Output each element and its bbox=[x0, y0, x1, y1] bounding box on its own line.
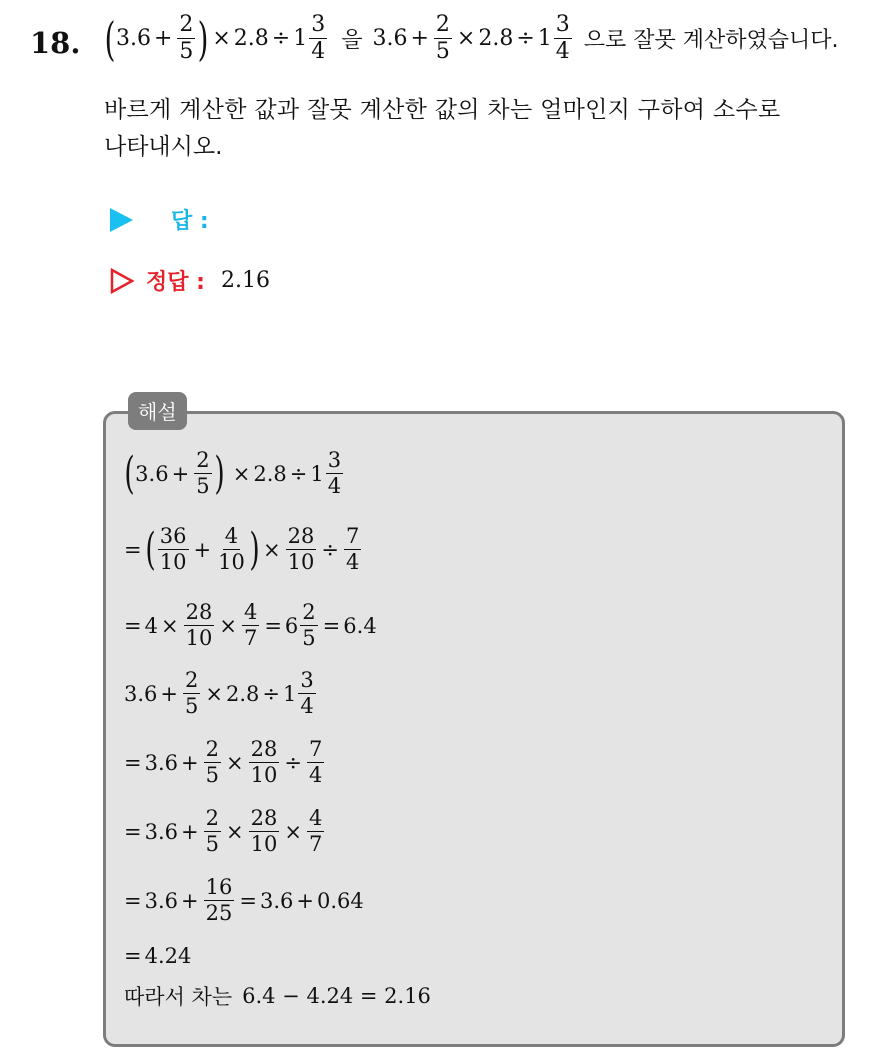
denominator: 5 bbox=[185, 694, 199, 718]
conclusion-expr: 6.4 − 4.24 = 2.16 bbox=[242, 984, 431, 1008]
result: 6.4 bbox=[343, 613, 377, 638]
term-b: 2.8 bbox=[233, 26, 269, 51]
plus-sign: + bbox=[181, 819, 199, 844]
numerator: 28 bbox=[185, 600, 213, 624]
solution-line-8 bbox=[124, 944, 191, 968]
denominator: 4 bbox=[311, 39, 326, 64]
term-a: 3.6 bbox=[144, 750, 179, 775]
plus-sign: + bbox=[153, 26, 173, 51]
fraction bbox=[204, 877, 235, 924]
fraction bbox=[158, 526, 189, 573]
times-sign: × bbox=[226, 750, 244, 775]
fraction bbox=[554, 14, 572, 63]
numerator: 2 bbox=[205, 806, 219, 830]
denominator: 25 bbox=[205, 901, 233, 925]
numerator: 3 bbox=[327, 448, 342, 472]
fraction bbox=[300, 602, 317, 649]
denominator: 7 bbox=[308, 832, 323, 856]
term-c: 0.64 bbox=[316, 888, 364, 913]
denominator: 10 bbox=[250, 832, 278, 856]
mixed-whole: 1 bbox=[283, 681, 297, 706]
numerator: 3 bbox=[311, 12, 326, 37]
times-sign: × bbox=[226, 819, 244, 844]
numerator: 3 bbox=[300, 668, 314, 692]
fraction bbox=[307, 808, 324, 855]
equals-sign: = bbox=[264, 613, 282, 638]
numerator: 3 bbox=[555, 12, 570, 37]
solution-line-4 bbox=[124, 670, 318, 717]
solution-line-1 bbox=[124, 447, 345, 499]
numerator: 2 bbox=[205, 737, 219, 761]
denominator: 5 bbox=[302, 626, 316, 650]
term-b: 2.8 bbox=[478, 26, 514, 51]
equals-sign: = bbox=[124, 750, 142, 775]
right-paren: ) bbox=[197, 11, 209, 66]
divide-sign: ÷ bbox=[271, 26, 291, 51]
times-sign: × bbox=[232, 461, 251, 486]
denominator: 10 bbox=[159, 550, 187, 574]
fraction bbox=[249, 808, 280, 855]
fraction bbox=[286, 526, 317, 573]
times-sign: × bbox=[205, 681, 223, 706]
term-a: 3.6 bbox=[124, 681, 158, 706]
numerator: 2 bbox=[185, 668, 199, 692]
fraction bbox=[216, 526, 247, 573]
mixed-whole: 1 bbox=[537, 26, 552, 51]
denominator: 4 bbox=[345, 550, 360, 574]
plus-sign: + bbox=[296, 888, 314, 913]
solution-tag: 해설 bbox=[128, 392, 187, 430]
correct-answer-value: 2.16 bbox=[220, 268, 270, 293]
fraction bbox=[307, 739, 324, 786]
term-b: 2.8 bbox=[226, 681, 260, 706]
play-triangle-icon bbox=[110, 208, 133, 232]
times-sign: × bbox=[284, 819, 302, 844]
denominator: 4 bbox=[308, 763, 323, 787]
numerator: 4 bbox=[308, 806, 323, 830]
outline-triangle-icon bbox=[110, 268, 134, 294]
fraction bbox=[249, 739, 280, 786]
equals-sign: = bbox=[239, 888, 257, 913]
denominator: 5 bbox=[205, 832, 219, 856]
divide-sign: ÷ bbox=[289, 461, 308, 486]
denominator: 4 bbox=[555, 39, 570, 64]
denominator: 5 bbox=[205, 763, 219, 787]
fraction bbox=[184, 602, 215, 649]
times-sign: × bbox=[160, 613, 179, 638]
equals-sign: = bbox=[124, 613, 142, 638]
solution-line-2 bbox=[124, 523, 363, 575]
conclusion-text: 따라서 차는 bbox=[124, 985, 233, 1009]
fraction bbox=[204, 808, 221, 855]
term-a: 3.6 bbox=[372, 26, 408, 51]
numerator: 7 bbox=[308, 737, 323, 761]
numerator: 4 bbox=[243, 600, 258, 624]
term-b: 3.6 bbox=[259, 888, 294, 913]
term-a: 3.6 bbox=[144, 888, 179, 913]
term-a: 4 bbox=[144, 613, 158, 638]
mixed-whole: 1 bbox=[310, 461, 324, 486]
problem-line-2: 바르게 계산한 값과 잘못 계산한 값의 차는 얼마인지 구하여 소수로 bbox=[104, 97, 781, 123]
fraction bbox=[434, 14, 452, 63]
numerator: 2 bbox=[302, 600, 316, 624]
term-a: 3.6 bbox=[135, 461, 169, 486]
plus-sign: + bbox=[181, 888, 199, 913]
equals-sign: = bbox=[322, 613, 341, 638]
fraction bbox=[183, 670, 200, 717]
numerator: 2 bbox=[196, 448, 210, 472]
denominator: 10 bbox=[185, 626, 213, 650]
denominator: 5 bbox=[196, 474, 210, 498]
numerator: 2 bbox=[435, 12, 450, 37]
fraction bbox=[177, 14, 195, 63]
problem-text-1: 으로 잘못 계산하였습니다. bbox=[583, 28, 839, 53]
problem-line-3: 나타내시오. bbox=[104, 134, 223, 160]
right-paren: ) bbox=[213, 447, 225, 499]
plus-sign: + bbox=[171, 461, 190, 486]
plus-sign: + bbox=[160, 681, 179, 706]
times-sign: × bbox=[456, 26, 476, 51]
left-paren: ( bbox=[124, 447, 135, 499]
fraction bbox=[309, 14, 327, 63]
fraction bbox=[242, 602, 259, 649]
numerator: 28 bbox=[250, 806, 278, 830]
solution-line-9 bbox=[124, 981, 431, 1011]
left-paren: ( bbox=[104, 11, 116, 66]
equals-sign: = bbox=[124, 819, 142, 844]
numerator: 36 bbox=[159, 524, 187, 548]
equals-sign: = bbox=[124, 537, 142, 562]
numerator: 2 bbox=[179, 12, 194, 37]
plus-sign: + bbox=[410, 26, 429, 51]
term-a: 3.6 bbox=[115, 26, 151, 51]
mixed-whole: 6 bbox=[284, 613, 299, 638]
problem-line-1 bbox=[104, 11, 839, 66]
times-sign: × bbox=[263, 537, 281, 562]
term-b: 2.8 bbox=[253, 461, 287, 486]
fraction bbox=[194, 450, 211, 497]
solution-line-3 bbox=[124, 602, 377, 649]
denominator: 5 bbox=[179, 39, 194, 64]
fraction bbox=[344, 526, 361, 573]
denominator: 5 bbox=[435, 39, 450, 64]
divide-sign: ÷ bbox=[321, 537, 339, 562]
solution-box bbox=[103, 411, 845, 1047]
fraction bbox=[204, 739, 221, 786]
denominator: 10 bbox=[287, 550, 315, 574]
correct-answer-row bbox=[110, 265, 270, 296]
divide-sign: ÷ bbox=[516, 26, 535, 51]
solution-line-6 bbox=[124, 808, 326, 855]
problem-number: 18. bbox=[30, 26, 81, 60]
numerator: 28 bbox=[250, 737, 278, 761]
plus-sign: + bbox=[181, 750, 199, 775]
equals-sign: = bbox=[124, 944, 142, 968]
fraction bbox=[326, 450, 343, 497]
result: 4.24 bbox=[144, 944, 192, 968]
term-a: 3.6 bbox=[144, 819, 179, 844]
denominator: 10 bbox=[218, 550, 245, 574]
solution-line-7 bbox=[124, 877, 364, 924]
particle: 을 bbox=[341, 28, 363, 53]
denominator: 4 bbox=[300, 694, 314, 718]
mixed-whole: 1 bbox=[293, 26, 308, 51]
answer-row bbox=[110, 204, 209, 235]
solution-line-5 bbox=[124, 739, 326, 786]
denominator: 10 bbox=[250, 763, 278, 787]
numerator: 4 bbox=[224, 524, 239, 548]
times-sign: × bbox=[219, 613, 237, 638]
fraction bbox=[298, 670, 315, 717]
numerator: 28 bbox=[287, 524, 315, 548]
denominator: 7 bbox=[243, 626, 258, 650]
right-paren: ) bbox=[249, 523, 260, 575]
answer-label: 답 : bbox=[171, 209, 209, 234]
divide-sign: ÷ bbox=[284, 750, 302, 775]
left-paren: ( bbox=[145, 523, 156, 575]
plus-sign: + bbox=[193, 537, 212, 562]
correct-answer-label: 정답 : bbox=[146, 270, 205, 295]
numerator: 16 bbox=[205, 875, 233, 899]
numerator: 7 bbox=[345, 524, 360, 548]
times-sign: × bbox=[212, 26, 231, 51]
divide-sign: ÷ bbox=[262, 681, 281, 706]
equals-sign: = bbox=[124, 888, 142, 913]
denominator: 4 bbox=[327, 474, 342, 498]
